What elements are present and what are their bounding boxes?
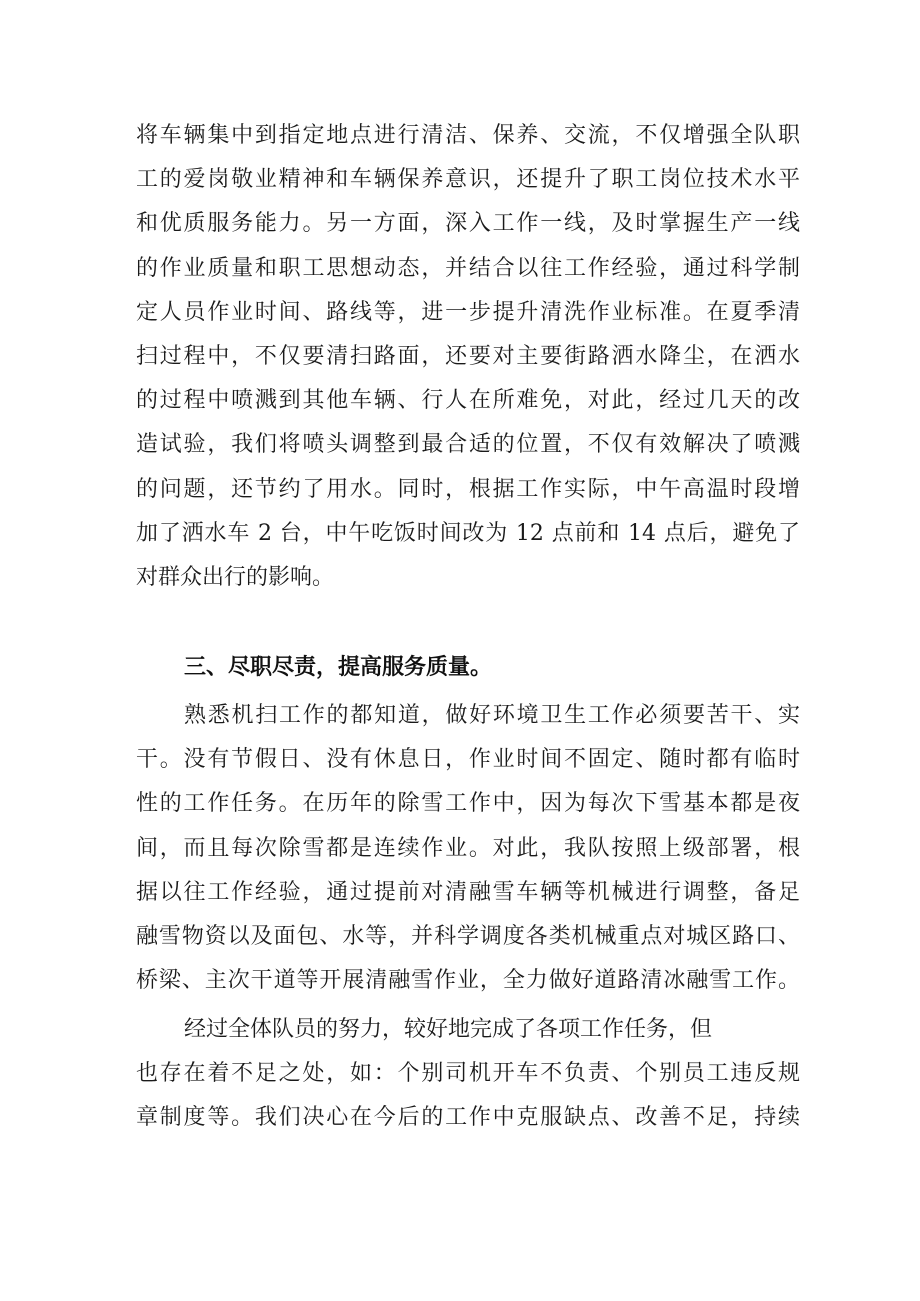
text-line: 的作业质量和职工思想动态，并结合以往工作经验，通过科学制 bbox=[136, 255, 800, 281]
text-line: 扫过程中，不仅要清扫路面，还要对主要街路洒水降尘，在洒水 bbox=[136, 343, 800, 369]
text-line: 融雪物资以及面包、水等，并科学调度各类机械重点对城区路口、 bbox=[136, 923, 800, 949]
text-line: 干。没有节假日、没有休息日，作业时间不固定、随时都有临时 bbox=[136, 747, 800, 773]
text-line: 的问题，还节约了用水。同时，根据工作实际，中午高温时段增 bbox=[136, 476, 800, 502]
text-line: 熟悉机扫工作的都知道，做好环境卫生工作必须要苦干、实 bbox=[184, 703, 800, 728]
text-line: 和优质服务能力。另一方面，深入工作一线，及时掌握生产一线 bbox=[136, 211, 800, 237]
text-line: 工的爱岗敬业精神和车辆保养意识，还提升了职工岗位技术水平 bbox=[136, 167, 800, 193]
text-line: 经过全体队员的努力，较好地完成了各项工作任务，但 bbox=[184, 1017, 713, 1042]
text-line: 将车辆集中到指定地点进行清洁、保养、交流，不仅增强全队职 bbox=[136, 123, 800, 148]
text-line: 据以往工作经验，通过提前对清融雪车辆等机械进行调整，备足 bbox=[136, 879, 800, 905]
text-line: 加了洒水车 2 台，中午吃饭时间改为 12 点前和 14 点后，避免了 bbox=[136, 520, 800, 546]
text-line: 章制度等。我们决心在今后的工作中克服缺点、改善不足，持续 bbox=[136, 1105, 800, 1131]
text-line: 的过程中喷溅到其他车辆、行人在所难免，对此，经过几天的改 bbox=[136, 388, 800, 414]
paragraph-vehicle-maintenance bbox=[136, 114, 800, 600]
text-line: 桥梁、主次干道等开展清融雪作业，全力做好道路清冰融雪工作。 bbox=[136, 968, 800, 994]
paragraph-summary bbox=[136, 1008, 800, 1141]
text-line: 也存在着不足之处，如：个别司机开车不负责、个别员工违反规 bbox=[136, 1061, 800, 1087]
text-line: 间，而且每次除雪都是连续作业。对此，我队按照上级部署，根 bbox=[136, 835, 800, 861]
text-line: 性的工作任务。在历年的除雪工作中，因为每次下雪基本都是夜 bbox=[136, 791, 800, 817]
section-heading: 三、尽职尽责，提高服务质量。 bbox=[184, 655, 493, 680]
paragraph-snow-removal bbox=[136, 694, 800, 1003]
text-line: 对群众出行的影响。 bbox=[136, 564, 335, 590]
text-line: 造试验，我们将喷头调整到最合适的位置，不仅有效解决了喷溅 bbox=[136, 432, 800, 458]
text-line: 定人员作业时间、路线等，进一步提升清洗作业标准。在夏季清 bbox=[136, 299, 800, 325]
